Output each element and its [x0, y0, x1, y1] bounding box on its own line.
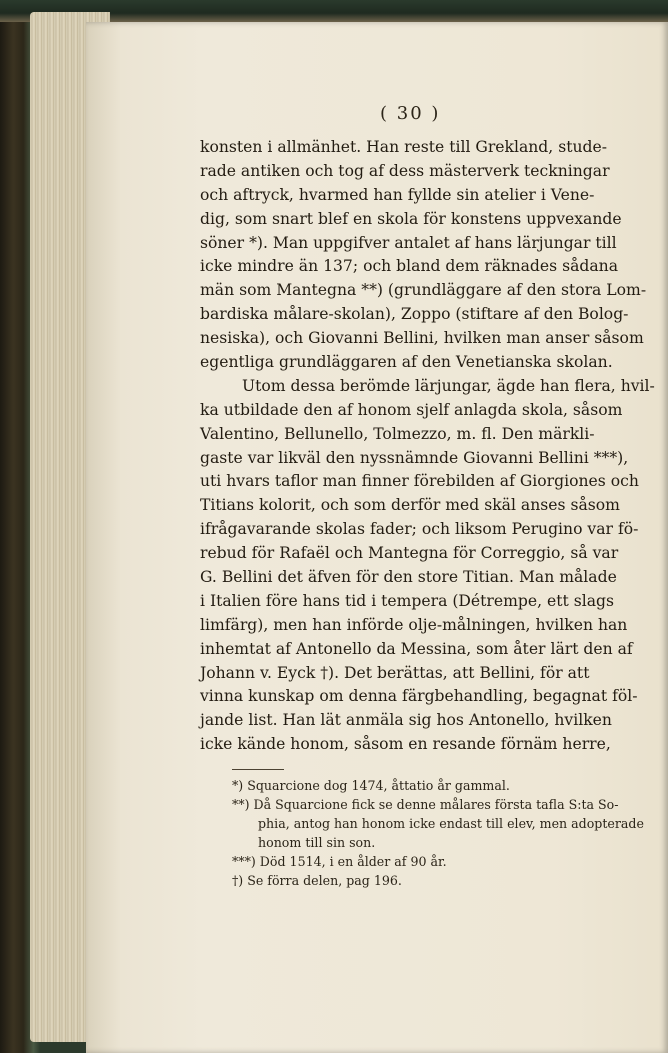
text-line: rade antiken och tog af dess mästerverk teckningar: [200, 161, 610, 180]
text-line: Titians kolorit, och som derför med skäl anses såsom: [200, 496, 620, 515]
text-line: uti hvars taflor man finner förebilden af Giorgiones och: [200, 472, 639, 491]
footnotes: [232, 776, 652, 890]
footnote-divider: [232, 769, 284, 770]
text-line: G. Bellini det äfven för den store Titian. Man målade: [200, 568, 617, 587]
footnote-continuation: phia, antog han honom icke endast till elev, men adopterade: [258, 816, 644, 831]
text-line: i Italien före hans tid i tempera (Détrempe, ett slags: [200, 591, 615, 610]
text-line: män som Mantegna **) (grundläggare af den stora Lom-: [200, 281, 647, 300]
footnote: ***) Död 1514, i en ålder af 90 år.: [232, 854, 447, 869]
text-line: nesiska), och Giovanni Bellini, hvilken man anser såsom: [200, 329, 644, 348]
text-line: gaste var likväl den nyssnämnde Giovanni Bellini ***),: [200, 448, 629, 467]
text-line: rebud för Rafaël och Mantegna för Correggio, så var: [200, 544, 619, 563]
text-line: och aftryck, hvarmed han fyllde sin atelier i Vene-: [200, 185, 595, 204]
body-text: [200, 136, 655, 757]
footnote: **) Då Squarcione fick se denne målares första tafla S:ta So-: [232, 797, 619, 812]
text-line: dig, som snart blef en skola för konstens uppvexande: [200, 209, 622, 228]
text-line: icke kände honom, såsom en resande förnäm herre,: [200, 735, 611, 754]
text-line: bardiska målare-skolan), Zoppo (stiftare af den Bolog-: [200, 305, 629, 324]
text-line: egentliga grundläggaren af den Venetianska skolan.: [200, 353, 613, 372]
text-line: icke mindre än 137; och bland dem räknades sådana: [200, 257, 619, 276]
footnote-continuation: honom till sin son.: [258, 835, 376, 850]
text-line: söner *). Man uppgifver antalet af hans lärjungar till: [200, 233, 617, 252]
text-line: ka utbildade den af honom sjelf anlagda skola, såsom: [200, 400, 623, 419]
text-line: Utom dessa berömde lärjungar, ägde han flera, hvil-: [242, 376, 655, 395]
text-line: jande list. Han lät anmäla sig hos Antonello, hvilken: [200, 711, 612, 730]
text-line: limfärg), men han införde olje-målningen, hvilken han: [200, 615, 628, 634]
text-line: vinna kunskap om denna färgbehandling, begagnat föl-: [200, 687, 638, 706]
footnote: *) Squarcione dog 1474, åttatio år gammal.: [232, 778, 510, 793]
text-line: inhemtat af Antonello da Messina, som åter lärt den af: [200, 639, 633, 658]
text-line: Valentino, Bellunello, Tolmezzo, m. fl. Den märkli-: [200, 424, 595, 443]
page-number: ( 30 ): [380, 103, 441, 124]
text-line: Johann v. Eyck †). Det berättas, att Bellini, för att: [200, 663, 590, 682]
text-line: konsten i allmänhet. Han reste till Grekland, stude-: [200, 138, 607, 156]
footnote: †) Se förra delen, pag 196.: [232, 873, 402, 888]
text-line: ifrågavarande skolas fader; och liksom Perugino var fö-: [200, 520, 639, 539]
